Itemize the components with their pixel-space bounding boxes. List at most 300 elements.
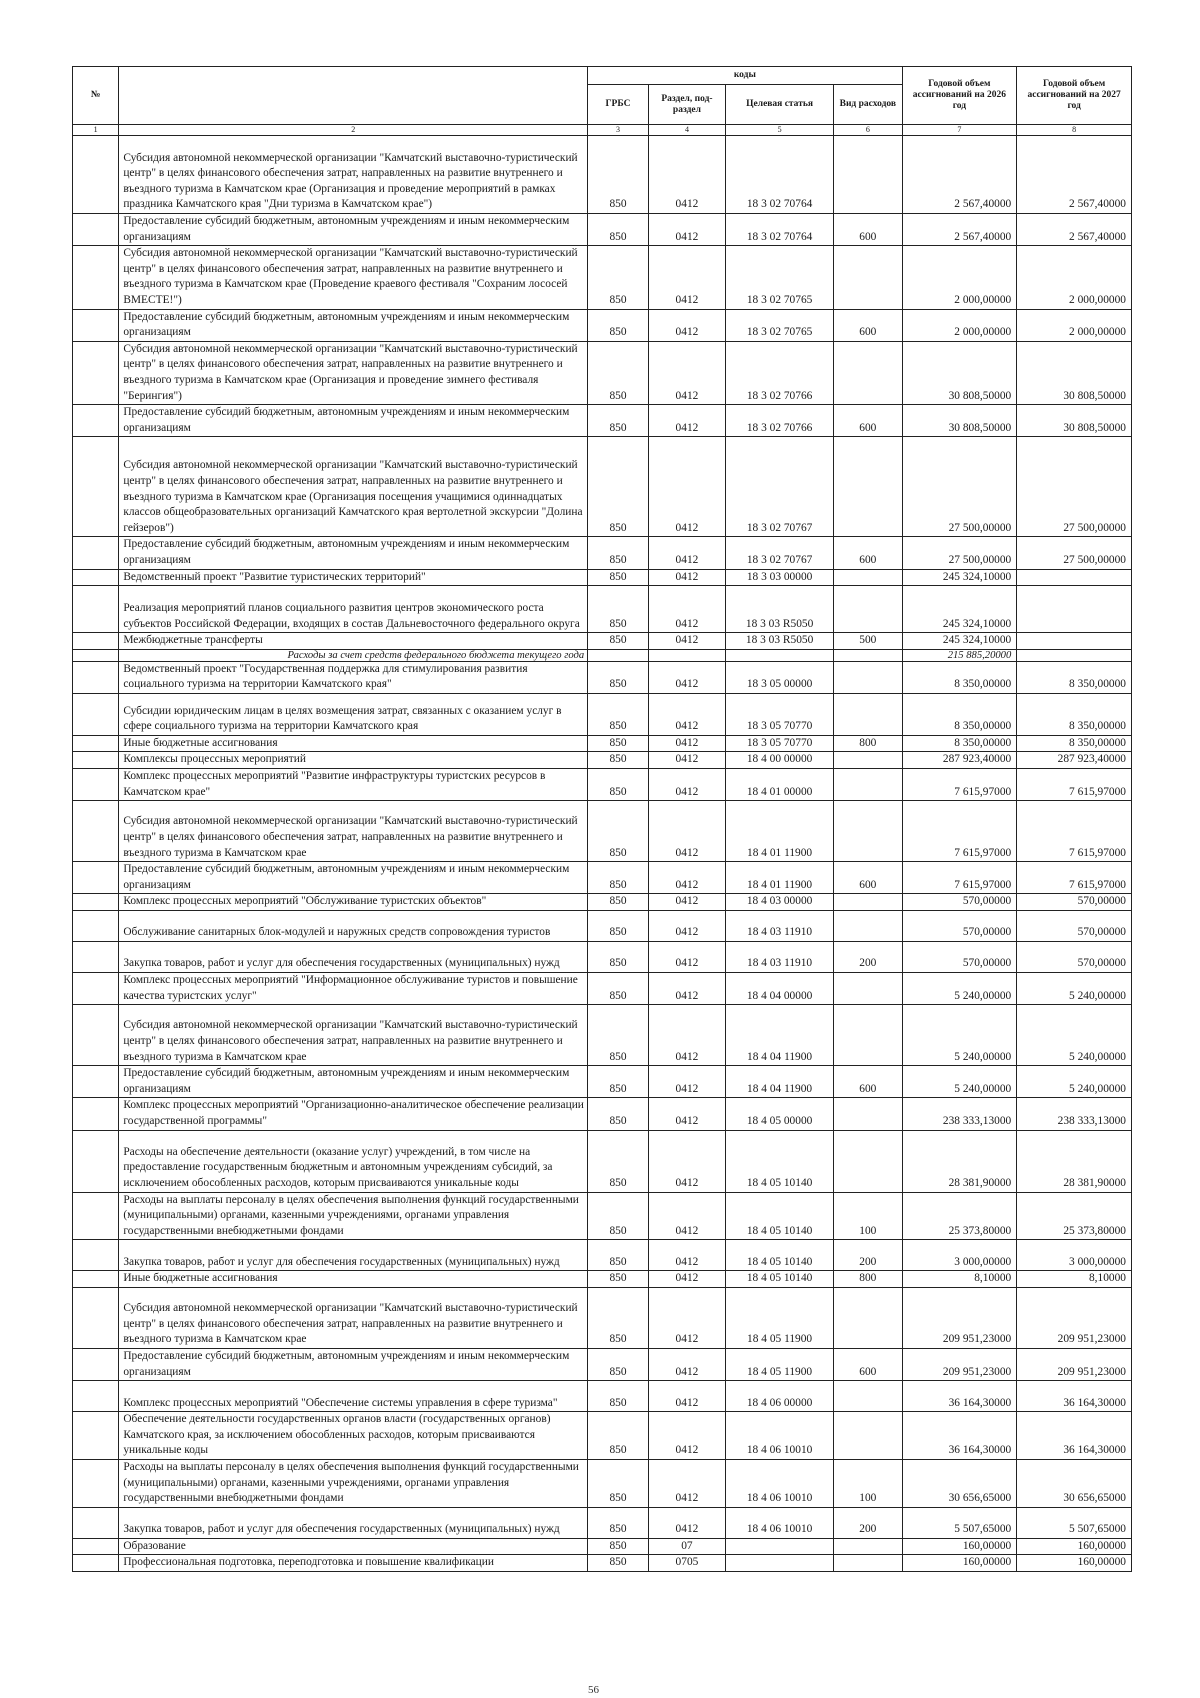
row-amount-2026: 5 507,65000 (902, 1507, 1017, 1538)
row-number-cell (73, 1555, 119, 1572)
table-row (73, 633, 1132, 650)
row-grbs: 850 (588, 214, 649, 246)
row-expense-type (834, 1412, 902, 1460)
row-grbs: 850 (588, 752, 649, 769)
row-expense-type: 600 (834, 309, 902, 341)
row-description: Комплекс процессных мероприятий "Обслуживание туристских объектов" (119, 894, 588, 911)
row-grbs: 850 (588, 537, 649, 569)
table-row (73, 693, 1132, 735)
row-description: Предоставление субсидий бюджетным, автономным учреждениям и иным некоммерческим организациям (119, 405, 588, 437)
row-amount-2027: 7 615,97000 (1017, 862, 1132, 894)
row-expense-type (834, 1381, 902, 1412)
row-grbs: 850 (588, 1412, 649, 1460)
row-amount-2027: 36 164,30000 (1017, 1381, 1132, 1412)
table-row (73, 1271, 1132, 1288)
row-number-cell (73, 911, 119, 942)
row-description: Расходы на выплаты персоналу в целях обеспечения выполнения функций государственными (муниципальными) органами, казенными учреждениями, органами управления государственными внебюджетными фондами (119, 1192, 588, 1240)
row-razdel: 0412 (648, 735, 725, 752)
row-amount-2027: 287 923,40000 (1017, 752, 1132, 769)
budget-table-sheet (72, 66, 1132, 1572)
row-amount-2026: 2 567,40000 (902, 136, 1017, 214)
row-razdel: 0412 (648, 1287, 725, 1348)
row-description: Обеспечение деятельности государственных органов власти (государственных органов) Камчатского края, за исключением обособленных расходов, которым присваиваются уникальные коды (119, 1412, 588, 1460)
table-row (73, 1348, 1132, 1380)
row-grbs: 850 (588, 973, 649, 1005)
table-row (73, 136, 1132, 214)
row-razdel: 0412 (648, 586, 725, 633)
row-amount-2026: 3 000,00000 (902, 1240, 1017, 1271)
header-2027: Годовой объем ассигнований на 2027 год (1017, 67, 1132, 125)
row-number-cell (73, 405, 119, 437)
table-row (73, 405, 1132, 437)
row-number-cell (73, 586, 119, 633)
row-expense-type (834, 911, 902, 942)
row-number-cell (73, 693, 119, 735)
table-row (73, 537, 1132, 569)
table-row (73, 769, 1132, 801)
row-number-cell (73, 1130, 119, 1192)
row-amount-2027: 8 350,00000 (1017, 735, 1132, 752)
row-razdel: 0412 (648, 309, 725, 341)
row-amount-2026: 245 324,10000 (902, 569, 1017, 586)
row-description: Комплексы процессных мероприятий (119, 752, 588, 769)
row-grbs: 850 (588, 1098, 649, 1130)
row-amount-2027: 5 240,00000 (1017, 973, 1132, 1005)
row-number-cell (73, 862, 119, 894)
row-amount-2026: 209 951,23000 (902, 1287, 1017, 1348)
row-number-cell (73, 942, 119, 973)
row-razdel: 0412 (648, 894, 725, 911)
row-grbs: 850 (588, 1005, 649, 1066)
row-expense-type (834, 1005, 902, 1066)
row-description: Реализация мероприятий планов социального развития центров экономического роста субъектов Российской Федерации, входящих в состав Дальневосточного федерального округа (119, 586, 588, 633)
row-amount-2026: 287 923,40000 (902, 752, 1017, 769)
column-number: 1 (73, 125, 119, 136)
row-amount-2027: 238 333,13000 (1017, 1098, 1132, 1130)
row-number-cell (73, 1381, 119, 1412)
row-amount-2027: 209 951,23000 (1017, 1287, 1132, 1348)
row-razdel: 0412 (648, 1412, 725, 1460)
row-target-article: 18 3 05 00000 (726, 661, 834, 693)
row-razdel: 0412 (648, 973, 725, 1005)
row-razdel: 0412 (648, 1381, 725, 1412)
row-razdel: 0412 (648, 1348, 725, 1380)
row-target-article: 18 4 05 11900 (726, 1348, 834, 1380)
row-description: Ведомственный проект "Развитие туристических территорий" (119, 569, 588, 586)
header-grbs: ГРБС (588, 85, 649, 125)
row-number-cell (73, 894, 119, 911)
table-row (73, 1507, 1132, 1538)
row-expense-type: 600 (834, 214, 902, 246)
row-number-cell (73, 309, 119, 341)
table-row (73, 735, 1132, 752)
row-description: Субсидия автономной некоммерческой организации "Камчатский выставочно-туристический центр" в целях финансового обеспечения затрат, направленных на развитие внутреннего и въездного туризма в Камчатском крае (119, 1287, 588, 1348)
row-expense-type: 600 (834, 405, 902, 437)
row-expense-type (834, 341, 902, 404)
table-row (73, 1381, 1132, 1412)
row-grbs: 850 (588, 1287, 649, 1348)
row-amount-2026: 7 615,97000 (902, 862, 1017, 894)
row-number-cell (73, 1240, 119, 1271)
row-grbs: 850 (588, 769, 649, 801)
row-amount-2026: 2 000,00000 (902, 309, 1017, 341)
page-number: 56 (588, 1684, 599, 1696)
row-number-cell (73, 752, 119, 769)
row-grbs: 850 (588, 942, 649, 973)
row-number-cell (73, 341, 119, 404)
row-amount-2026: 36 164,30000 (902, 1381, 1017, 1412)
row-expense-type: 500 (834, 633, 902, 650)
row-amount-2026: 2 567,40000 (902, 214, 1017, 246)
row-expense-type (834, 752, 902, 769)
row-amount-2026: 27 500,00000 (902, 537, 1017, 569)
row-target-article: 18 4 01 11900 (726, 801, 834, 862)
table-row (73, 1459, 1132, 1507)
row-grbs: 850 (588, 437, 649, 537)
row-target-article: 18 3 02 70765 (726, 246, 834, 309)
row-target-article: 18 3 05 70770 (726, 693, 834, 735)
row-number-cell (73, 1192, 119, 1240)
row-amount-2027: 2 000,00000 (1017, 309, 1132, 341)
row-amount-2027: 30 656,65000 (1017, 1459, 1132, 1507)
row-description: Предоставление субсидий бюджетным, автономным учреждениям и иным некоммерческим организациям (119, 862, 588, 894)
row-target-article: 18 4 00 00000 (726, 752, 834, 769)
row-grbs: 850 (588, 894, 649, 911)
table-row (73, 1538, 1132, 1555)
row-amount-2027: 5 507,65000 (1017, 1507, 1132, 1538)
row-number-cell (73, 661, 119, 693)
row-number-cell (73, 649, 119, 661)
row-amount-2026: 570,00000 (902, 911, 1017, 942)
row-amount-2026: 36 164,30000 (902, 1412, 1017, 1460)
row-expense-type: 600 (834, 537, 902, 569)
table-row (73, 942, 1132, 973)
table-row (73, 586, 1132, 633)
header-description (119, 67, 588, 125)
row-target-article: 18 4 05 10140 (726, 1192, 834, 1240)
column-number: 2 (119, 125, 588, 136)
row-expense-type (834, 661, 902, 693)
table-row (73, 801, 1132, 862)
row-amount-2027: 570,00000 (1017, 942, 1132, 973)
row-description: Субсидия автономной некоммерческой организации "Камчатский выставочно-туристический центр" в целях финансового обеспечения затрат, направленных на развитие внутреннего и въездного туризма в Камчатском крае (119, 1005, 588, 1066)
row-target-article: 18 3 03 R5050 (726, 586, 834, 633)
row-number-cell (73, 769, 119, 801)
table-row (73, 1098, 1132, 1130)
row-expense-type (834, 769, 902, 801)
row-amount-2026: 245 324,10000 (902, 633, 1017, 650)
row-description: Предоставление субсидий бюджетным, автономным учреждениям и иным некоммерческим организациям (119, 537, 588, 569)
table-row (73, 1130, 1132, 1192)
row-amount-2026: 8 350,00000 (902, 693, 1017, 735)
row-razdel: 0412 (648, 537, 725, 569)
row-razdel: 0412 (648, 1192, 725, 1240)
row-amount-2026: 2 000,00000 (902, 246, 1017, 309)
row-number-cell (73, 973, 119, 1005)
row-number-cell (73, 214, 119, 246)
row-number-cell (73, 1287, 119, 1348)
row-razdel: 0705 (648, 1555, 725, 1572)
row-description: Предоставление субсидий бюджетным, автономным учреждениям и иным некоммерческим организациям (119, 214, 588, 246)
row-number-cell (73, 1348, 119, 1380)
row-description: Расходы на обеспечение деятельности (оказание услуг) учреждений, в том числе на предоставление государственным бюджетным и автономным учреждениям субсидий, за исключением обособленных расходов, которым присваиваются уникальные коды (119, 1130, 588, 1192)
row-amount-2027: 2 000,00000 (1017, 246, 1132, 309)
table-row (73, 246, 1132, 309)
row-razdel: 0412 (648, 214, 725, 246)
header-razdel: Раздел, под-раздел (648, 85, 725, 125)
row-amount-2027: 3 000,00000 (1017, 1240, 1132, 1271)
row-amount-2027: 25 373,80000 (1017, 1192, 1132, 1240)
row-amount-2026: 28 381,90000 (902, 1130, 1017, 1192)
row-number-cell (73, 437, 119, 537)
row-amount-2026: 209 951,23000 (902, 1348, 1017, 1380)
row-expense-type (834, 437, 902, 537)
row-description: Комплекс процессных мероприятий "Информационное обслуживание туристов и повышение качества туристских услуг" (119, 973, 588, 1005)
row-grbs: 850 (588, 341, 649, 404)
row-description: Комплекс процессных мероприятий "Организационно-аналитическое обеспечение реализации государственной программы" (119, 1098, 588, 1130)
row-amount-2027: 570,00000 (1017, 894, 1132, 911)
row-expense-type: 600 (834, 1066, 902, 1098)
row-grbs: 850 (588, 1130, 649, 1192)
row-amount-2027: 30 808,50000 (1017, 341, 1132, 404)
row-razdel: 0412 (648, 1130, 725, 1192)
row-target-article: 18 3 02 70765 (726, 309, 834, 341)
row-description: Предоставление субсидий бюджетным, автономным учреждениям и иным некоммерческим организациям (119, 309, 588, 341)
row-amount-2026: 5 240,00000 (902, 973, 1017, 1005)
row-number-cell (73, 633, 119, 650)
table-row (73, 661, 1132, 693)
row-expense-type (834, 1538, 902, 1555)
row-amount-2026: 570,00000 (902, 894, 1017, 911)
row-razdel: 0412 (648, 246, 725, 309)
row-amount-2027 (1017, 649, 1132, 661)
row-target-article: 18 4 06 10010 (726, 1412, 834, 1460)
row-grbs: 850 (588, 693, 649, 735)
column-numbers-row (73, 125, 1132, 136)
row-number-cell (73, 246, 119, 309)
row-grbs: 850 (588, 1240, 649, 1271)
row-target-article: 18 3 05 70770 (726, 735, 834, 752)
row-number-cell (73, 801, 119, 862)
row-grbs: 850 (588, 1271, 649, 1288)
row-description: Обслуживание санитарных блок-модулей и наружных средств сопровождения туристов (119, 911, 588, 942)
row-grbs: 850 (588, 1381, 649, 1412)
row-grbs: 850 (588, 405, 649, 437)
row-target-article: 18 3 02 70767 (726, 537, 834, 569)
row-razdel: 0412 (648, 752, 725, 769)
row-description: Комплекс процессных мероприятий "Обеспечение системы управления в сфере туризма" (119, 1381, 588, 1412)
row-target-article: 18 3 02 70764 (726, 136, 834, 214)
row-razdel: 0412 (648, 942, 725, 973)
row-description: Закупка товаров, работ и услуг для обеспечения государственных (муниципальных) нужд (119, 942, 588, 973)
row-number-cell (73, 1538, 119, 1555)
row-number-cell (73, 735, 119, 752)
row-number-cell (73, 1412, 119, 1460)
row-amount-2027: 8 350,00000 (1017, 693, 1132, 735)
row-razdel: 07 (648, 1538, 725, 1555)
row-expense-type (834, 569, 902, 586)
row-amount-2027: 5 240,00000 (1017, 1066, 1132, 1098)
row-amount-2026: 8 350,00000 (902, 735, 1017, 752)
row-target-article: 18 4 06 00000 (726, 1381, 834, 1412)
row-amount-2027 (1017, 633, 1132, 650)
row-expense-type: 200 (834, 942, 902, 973)
header-2026: Годовой объем ассигнований на 2026 год (902, 67, 1017, 125)
row-amount-2026: 25 373,80000 (902, 1192, 1017, 1240)
row-target-article: 18 4 06 10010 (726, 1459, 834, 1507)
table-row (73, 1287, 1132, 1348)
row-amount-2026: 8 350,00000 (902, 661, 1017, 693)
table-row (73, 911, 1132, 942)
column-number: 3 (588, 125, 649, 136)
row-target-article: 18 3 02 70766 (726, 341, 834, 404)
row-grbs: 850 (588, 661, 649, 693)
row-razdel: 0412 (648, 1459, 725, 1507)
table-row (73, 1240, 1132, 1271)
row-grbs: 850 (588, 1555, 649, 1572)
row-razdel: 0412 (648, 569, 725, 586)
table-row (73, 569, 1132, 586)
row-description: Субсидия автономной некоммерческой организации "Камчатский выставочно-туристический центр" в целях финансового обеспечения затрат, направленных на развитие внутреннего и въездного туризма в Камчатском крае (Организация посещения учащимися одиннадцатых классов общеобразовательных организаций Камчатского края вертолетной экскурсии "Долина гейзеров") (119, 437, 588, 537)
header-codes: коды (588, 67, 902, 85)
header-no: № (73, 67, 119, 125)
table-row (73, 1192, 1132, 1240)
row-grbs: 850 (588, 1066, 649, 1098)
column-number: 6 (834, 125, 902, 136)
row-description: Закупка товаров, работ и услуг для обеспечения государственных (муниципальных) нужд (119, 1240, 588, 1271)
row-description: Ведомственный проект "Государственная поддержка для стимулирования развития социального туризма на территории Камчатского края" (119, 661, 588, 693)
row-amount-2026: 160,00000 (902, 1538, 1017, 1555)
row-expense-type (834, 894, 902, 911)
row-grbs: 850 (588, 1538, 649, 1555)
row-expense-type: 800 (834, 1271, 902, 1288)
row-description: Закупка товаров, работ и услуг для обеспечения государственных (муниципальных) нужд (119, 1507, 588, 1538)
row-amount-2026: 245 324,10000 (902, 586, 1017, 633)
row-target-article: 18 4 04 11900 (726, 1066, 834, 1098)
row-expense-type (834, 973, 902, 1005)
row-amount-2027: 8,10000 (1017, 1271, 1132, 1288)
row-razdel: 0412 (648, 1066, 725, 1098)
row-description: Субсидия автономной некоммерческой организации "Камчатский выставочно-туристический центр" в целях финансового обеспечения затрат, направленных на развитие внутреннего и въездного туризма в Камчатском крае (Организация и проведение зимнего фестиваля "Берингия") (119, 341, 588, 404)
row-razdel: 0412 (648, 862, 725, 894)
row-target-article: 18 3 03 R5050 (726, 633, 834, 650)
row-number-cell (73, 136, 119, 214)
row-razdel: 0412 (648, 661, 725, 693)
row-expense-type (834, 136, 902, 214)
row-description: Иные бюджетные ассигнования (119, 1271, 588, 1288)
row-amount-2026: 7 615,97000 (902, 769, 1017, 801)
row-razdel: 0412 (648, 693, 725, 735)
row-razdel: 0412 (648, 1271, 725, 1288)
row-amount-2027: 2 567,40000 (1017, 136, 1132, 214)
row-razdel: 0412 (648, 1005, 725, 1066)
row-expense-type: 200 (834, 1507, 902, 1538)
row-grbs: 850 (588, 1459, 649, 1507)
row-amount-2026: 5 240,00000 (902, 1005, 1017, 1066)
table-row (73, 1005, 1132, 1066)
row-razdel (648, 649, 725, 661)
row-description: Расходы на выплаты персоналу в целях обеспечения выполнения функций государственными (муниципальными) органами, казенными учреждениями, органами управления государственными внебюджетными фондами (119, 1459, 588, 1507)
row-amount-2027 (1017, 569, 1132, 586)
row-amount-2026: 8,10000 (902, 1271, 1017, 1288)
row-amount-2026: 27 500,00000 (902, 437, 1017, 537)
table-header (73, 67, 1132, 136)
row-expense-type (834, 649, 902, 661)
row-razdel: 0412 (648, 769, 725, 801)
row-expense-type: 200 (834, 1240, 902, 1271)
row-target-article: 18 4 01 11900 (726, 862, 834, 894)
table-row (73, 894, 1132, 911)
row-expense-type: 100 (834, 1459, 902, 1507)
row-amount-2027: 27 500,00000 (1017, 537, 1132, 569)
table-row (73, 752, 1132, 769)
row-description: Субсидия автономной некоммерческой организации "Камчатский выставочно-туристический центр" в целях финансового обеспечения затрат, направленных на развитие внутреннего и въездного туризма в Камчатском крае (Организация и проведение мероприятий в рамках праздника Камчатского края "Дни туризма в Камчатском крае") (119, 136, 588, 214)
header-celevaya: Целевая статья (726, 85, 834, 125)
row-expense-type (834, 1098, 902, 1130)
row-target-article: 18 4 03 11910 (726, 942, 834, 973)
row-target-article: 18 3 03 00000 (726, 569, 834, 586)
row-amount-2027: 7 615,97000 (1017, 801, 1132, 862)
row-grbs: 850 (588, 309, 649, 341)
table-row (73, 214, 1132, 246)
row-expense-type: 800 (834, 735, 902, 752)
row-target-article: 18 3 02 70764 (726, 214, 834, 246)
row-grbs: 850 (588, 136, 649, 214)
row-razdel: 0412 (648, 1240, 725, 1271)
row-razdel: 0412 (648, 341, 725, 404)
row-number-cell (73, 569, 119, 586)
row-expense-type: 100 (834, 1192, 902, 1240)
row-number-cell (73, 1507, 119, 1538)
row-expense-type (834, 693, 902, 735)
column-number: 7 (902, 125, 1017, 136)
row-grbs: 850 (588, 1192, 649, 1240)
row-target-article (726, 1538, 834, 1555)
column-number: 5 (726, 125, 834, 136)
row-description: Субсидия автономной некоммерческой организации "Камчатский выставочно-туристический центр" в целях финансового обеспечения затрат, направленных на развитие внутреннего и въездного туризма в Камчатском крае (119, 801, 588, 862)
row-grbs: 850 (588, 911, 649, 942)
row-description: Комплекс процессных мероприятий "Развитие инфраструктуры туристских ресурсов в Камчатском крае" (119, 769, 588, 801)
table-row (73, 1555, 1132, 1572)
row-target-article: 18 4 01 00000 (726, 769, 834, 801)
row-razdel: 0412 (648, 801, 725, 862)
row-grbs: 850 (588, 586, 649, 633)
row-expense-type (834, 801, 902, 862)
row-target-article: 18 4 06 10010 (726, 1507, 834, 1538)
row-target-article (726, 649, 834, 661)
row-target-article: 18 4 05 10140 (726, 1130, 834, 1192)
row-amount-2026: 5 240,00000 (902, 1066, 1017, 1098)
table-row (73, 437, 1132, 537)
row-description: Предоставление субсидий бюджетным, автономным учреждениям и иным некоммерческим организациям (119, 1066, 588, 1098)
row-amount-2026: 570,00000 (902, 942, 1017, 973)
table-row (73, 309, 1132, 341)
row-expense-type (834, 1555, 902, 1572)
table-row (73, 973, 1132, 1005)
row-expense-type: 600 (834, 862, 902, 894)
row-amount-2027: 570,00000 (1017, 911, 1132, 942)
row-expense-type (834, 246, 902, 309)
row-description: Расходы за счет средств федерального бюджета текущего года (119, 649, 588, 661)
row-amount-2027: 2 567,40000 (1017, 214, 1132, 246)
row-target-article: 18 4 04 11900 (726, 1005, 834, 1066)
row-amount-2027: 7 615,97000 (1017, 769, 1132, 801)
row-amount-2027: 30 808,50000 (1017, 405, 1132, 437)
row-amount-2027 (1017, 586, 1132, 633)
table-row (73, 1066, 1132, 1098)
row-target-article: 18 4 03 11910 (726, 911, 834, 942)
column-number: 8 (1017, 125, 1132, 136)
